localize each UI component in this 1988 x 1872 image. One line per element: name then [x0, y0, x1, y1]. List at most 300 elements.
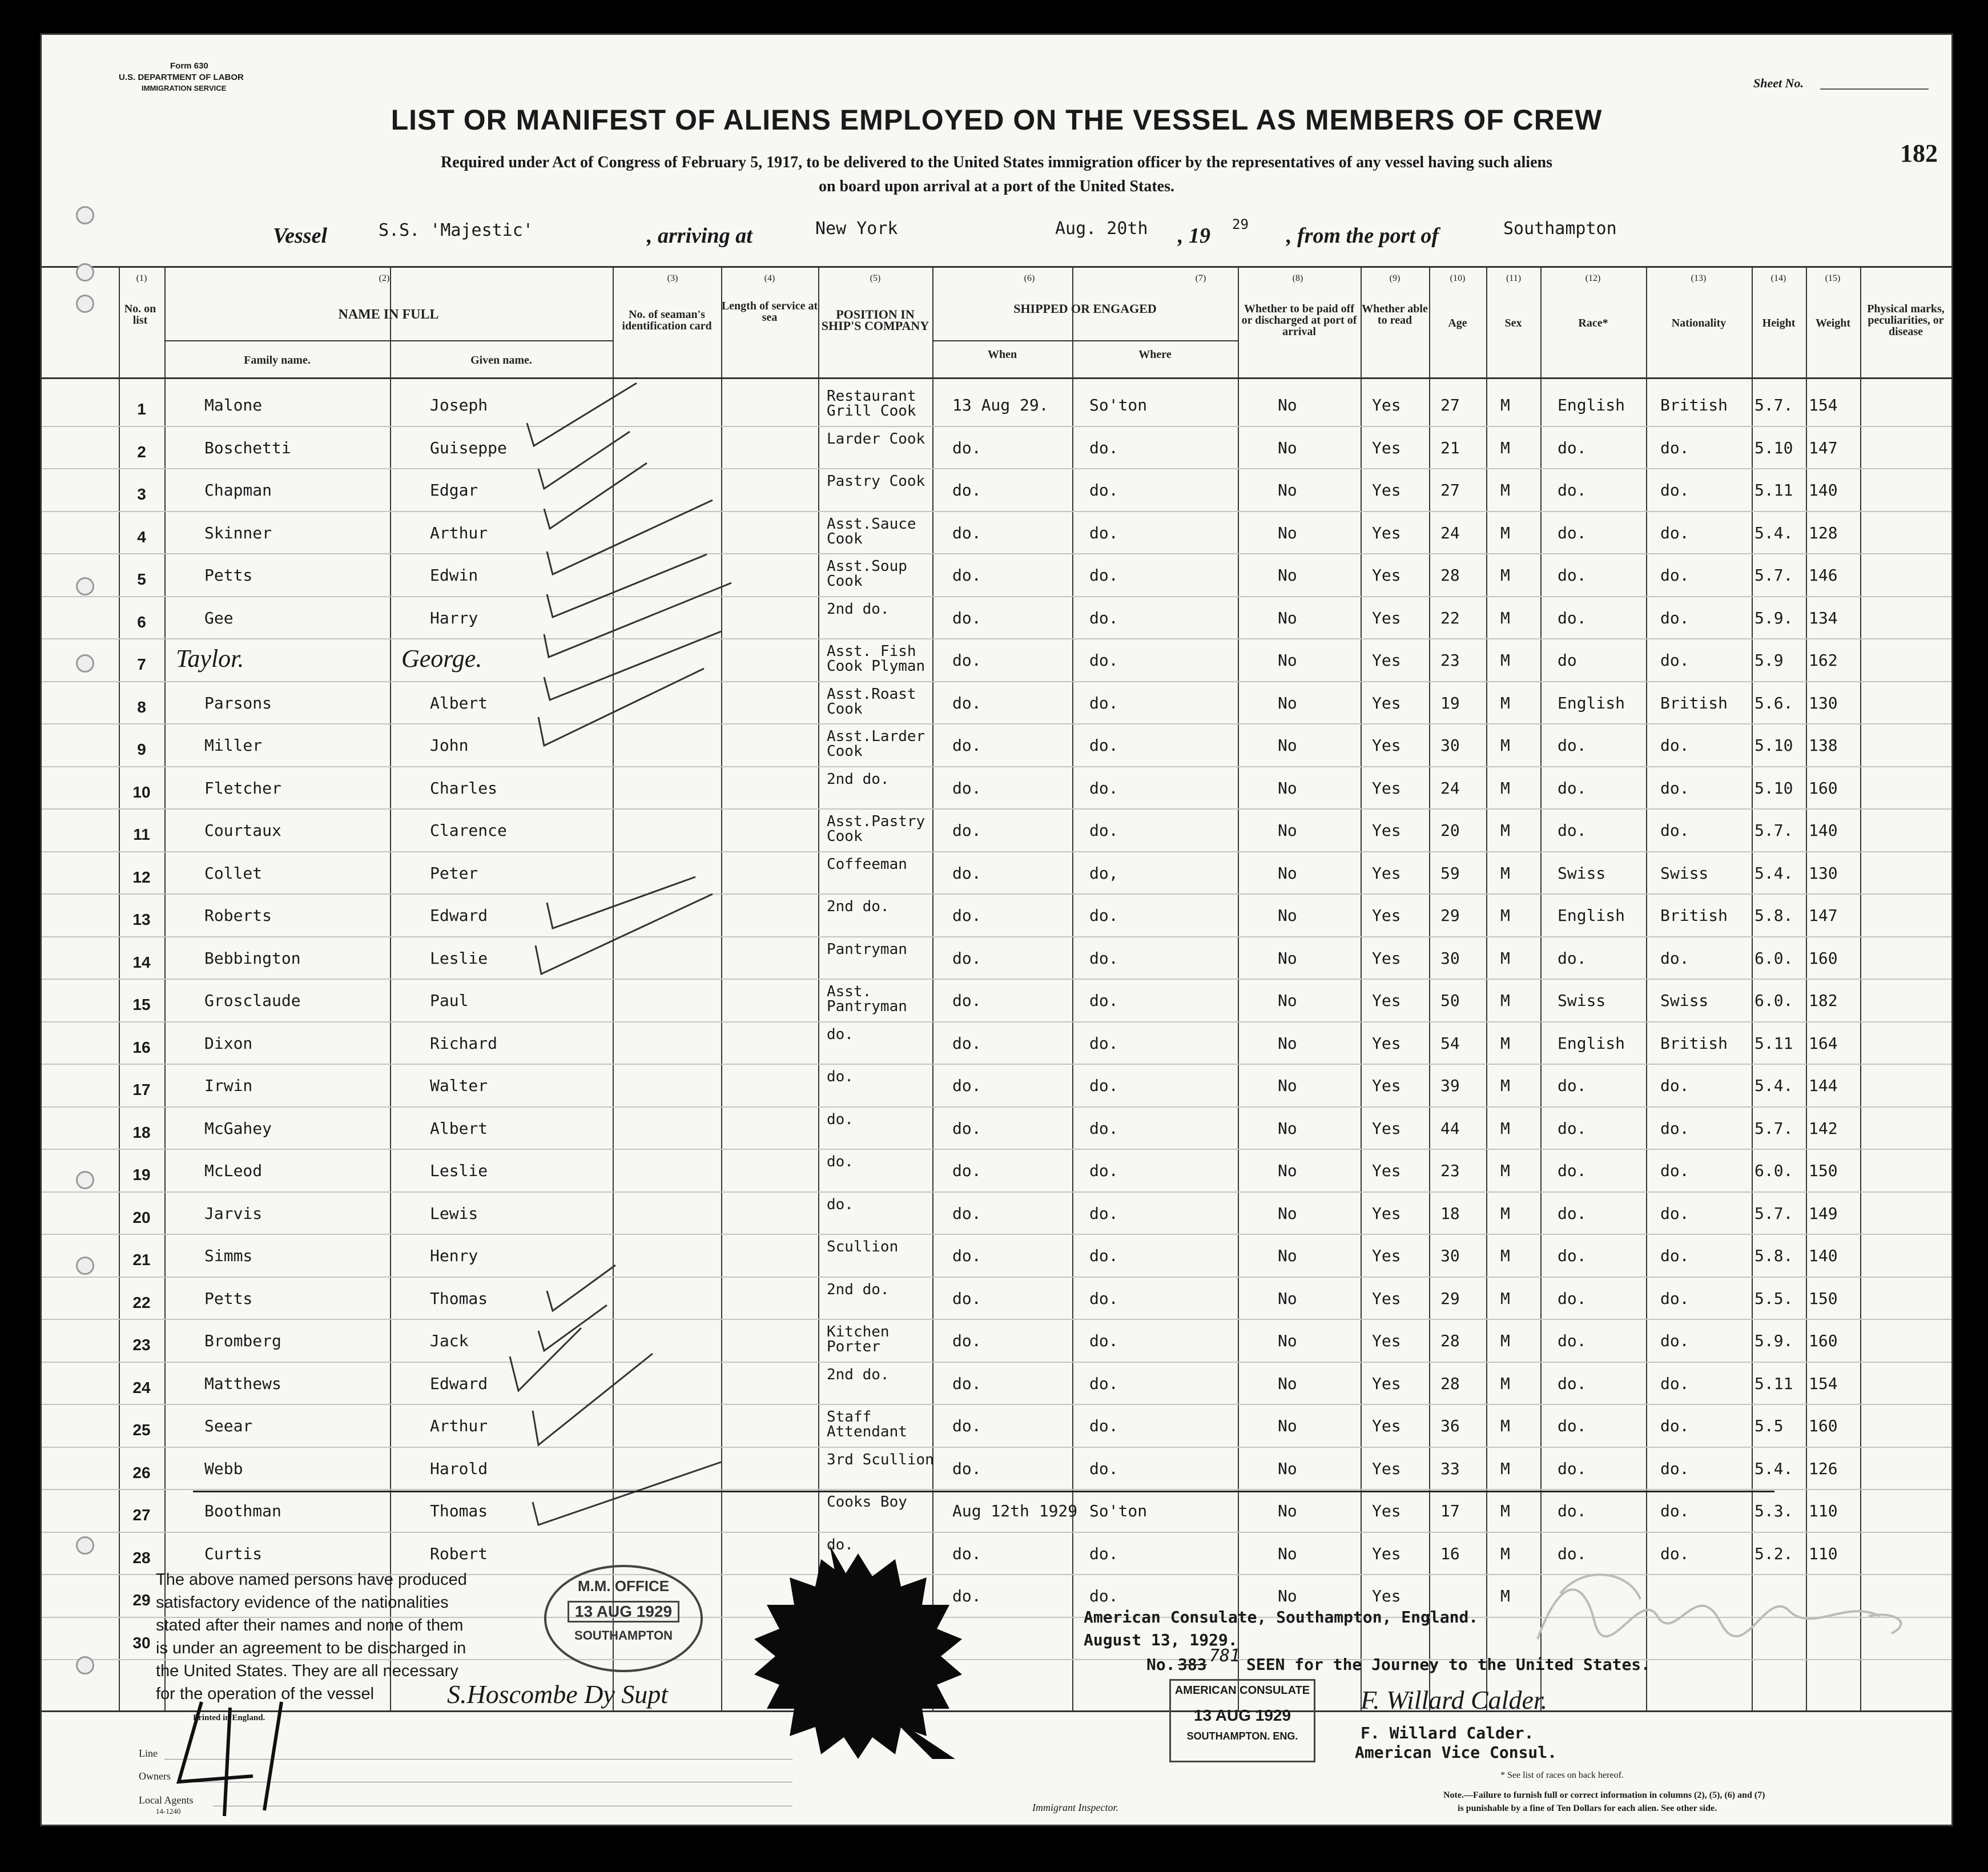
cell-given: Albert	[430, 1118, 488, 1138]
cell-nationality: do.	[1660, 1416, 1689, 1435]
cell-race: do.	[1558, 778, 1587, 798]
cell-sex: M	[1500, 1246, 1510, 1265]
header-no-on-list: No. on list	[124, 303, 156, 327]
cell-height: 6.0.	[1754, 948, 1793, 968]
column-number: (2)	[379, 273, 390, 283]
cell-given: Charles	[430, 778, 498, 798]
cell-family: Parsons	[204, 693, 272, 712]
consul-no-label: No.	[1146, 1655, 1176, 1674]
cell-family: Webb	[204, 1459, 243, 1478]
cell-height: 5.7.	[1754, 1118, 1793, 1138]
cell-sex: M	[1500, 1289, 1510, 1308]
row-number: 28	[132, 1548, 151, 1567]
line-label: Line	[139, 1748, 158, 1759]
row-number: 18	[132, 1123, 151, 1141]
cell-race: English	[1558, 906, 1625, 925]
cell-nationality: do.	[1660, 523, 1689, 542]
inspector-label: Immigrant Inspector.	[1032, 1802, 1118, 1813]
row-number: 5	[137, 570, 146, 588]
cell-paid: No	[1278, 1459, 1297, 1478]
cell-position: Staff Attendant	[827, 1408, 907, 1440]
row-number: 21	[132, 1251, 151, 1269]
cell-read: Yes	[1372, 1033, 1401, 1053]
cell-age: 28	[1440, 1374, 1460, 1393]
certification-line: the United States. They are all necessary	[156, 1662, 458, 1680]
cell-weight: 162	[1809, 651, 1838, 670]
cell-age: 24	[1440, 523, 1460, 542]
cell-race: do.	[1558, 1544, 1587, 1563]
cell-position: Asst. Fish Cook Plyman	[827, 643, 925, 675]
cell-race: do.	[1558, 1076, 1587, 1095]
cell-height: 5.8.	[1754, 1246, 1793, 1265]
header-family-name: Family name.	[244, 354, 311, 367]
cell-age: 59	[1440, 863, 1460, 883]
check-mark-icon	[547, 554, 707, 617]
subtitle-line-2: on board upon arrival at a port of the United States.	[818, 178, 1174, 195]
cell-position: do.	[827, 1153, 854, 1170]
cell-age: 24	[1440, 778, 1460, 798]
cell-position: do.	[827, 1068, 854, 1085]
cell-when: do.	[952, 863, 981, 883]
cell-when: do.	[952, 1459, 981, 1478]
row-number: 15	[132, 996, 151, 1013]
cell-nationality: British	[1660, 906, 1728, 925]
cell-nationality: British	[1660, 396, 1728, 414]
cell-read: Yes	[1372, 1246, 1401, 1265]
cell-where: do.	[1089, 1587, 1118, 1605]
cell-nationality: do.	[1660, 1246, 1689, 1265]
row-number: 6	[137, 613, 146, 631]
cell-when: do.	[952, 1246, 981, 1265]
cell-where: do.	[1089, 1118, 1118, 1138]
cell-read: Yes	[1372, 608, 1401, 627]
cell-when: do.	[952, 523, 981, 542]
cell-nationality: Swiss	[1660, 991, 1709, 1010]
cell-sex: M	[1500, 863, 1510, 883]
consul-signature: F. Willard Calder.	[1361, 1685, 1548, 1714]
column-number: (6)	[1024, 273, 1035, 283]
cell-nationality: do.	[1660, 1331, 1689, 1350]
cell-sex: M	[1500, 1459, 1510, 1478]
cell-position: Asst.Sauce Cook	[827, 515, 916, 547]
consul-no-struck: 383	[1178, 1655, 1207, 1674]
cell-where: do.	[1089, 736, 1118, 755]
row-number: 10	[132, 783, 151, 801]
cell-where: do.	[1089, 608, 1118, 627]
cell-height: 5.7.	[1754, 821, 1793, 840]
column-number: (9)	[1389, 273, 1401, 283]
cell-nationality: do.	[1660, 1203, 1689, 1223]
cell-paid: No	[1278, 1331, 1297, 1350]
cell-weight: 154	[1809, 1374, 1838, 1393]
cell-sex: M	[1500, 1033, 1510, 1053]
binder-hole	[76, 206, 94, 224]
cell-when: do.	[952, 693, 981, 712]
cell-position: 2nd do.	[827, 1281, 890, 1298]
cell-age: 23	[1440, 651, 1460, 670]
cell-given: Arthur	[430, 1416, 488, 1435]
row-number: 30	[132, 1633, 151, 1652]
row-number: 29	[132, 1591, 151, 1609]
cell-race: do.	[1558, 1501, 1587, 1520]
cell-sex: M	[1500, 1076, 1510, 1095]
header-position: POSITION IN SHIP'S COMPANY	[821, 307, 929, 333]
cell-when: do.	[952, 1416, 981, 1435]
cell-given: George.	[401, 645, 482, 673]
cell-where: do.	[1089, 821, 1118, 840]
consul-name: F. Willard Calder.	[1361, 1724, 1534, 1742]
row-number: 20	[132, 1208, 151, 1226]
cell-paid: No	[1278, 1289, 1297, 1308]
cell-weight: 150	[1809, 1161, 1838, 1180]
cell-race: do.	[1558, 608, 1587, 627]
cell-read: Yes	[1372, 821, 1401, 840]
cell-where: do,	[1089, 863, 1118, 883]
cell-height: 5.7.	[1754, 396, 1793, 414]
cell-height: 5.5	[1754, 1416, 1784, 1435]
cell-paid: No	[1278, 1161, 1297, 1180]
cell-sex: M	[1500, 991, 1510, 1010]
cell-weight: 128	[1809, 523, 1838, 542]
row-number: 19	[132, 1166, 151, 1183]
cell-paid: No	[1278, 736, 1297, 755]
cell-height: 5.10	[1754, 736, 1793, 755]
cell-height: 5.6.	[1754, 693, 1793, 712]
cell-when: do.	[952, 1076, 981, 1095]
cell-where: do.	[1089, 1459, 1118, 1478]
cell-family: Gee	[204, 608, 234, 627]
cell-paid: No	[1278, 396, 1297, 414]
binder-hole	[76, 1257, 94, 1275]
cell-sex: M	[1500, 1374, 1510, 1393]
pencil-mark-icon	[167, 1690, 316, 1822]
consul-line-2: August 13, 1929.	[1084, 1631, 1238, 1649]
header-given-name: Given name.	[470, 354, 532, 367]
column-number: (14)	[1770, 273, 1786, 283]
cell-height: 5.7.	[1754, 566, 1793, 585]
cell-read: Yes	[1372, 1587, 1401, 1605]
cell-height: 5.11	[1754, 1374, 1793, 1393]
certification-line: satisfactory evidence of the nationalities	[156, 1593, 449, 1612]
row-number: 11	[133, 826, 150, 843]
cell-position: Pastry Cook	[827, 473, 925, 490]
cell-family: Seear	[204, 1416, 253, 1435]
cell-position: do.	[827, 1025, 854, 1043]
vessel-name: S.S. 'Majestic'	[379, 220, 533, 240]
cell-age: 20	[1440, 821, 1460, 840]
cell-weight: 142	[1809, 1118, 1838, 1138]
cell-family: McLeod	[204, 1161, 263, 1180]
header-height: Height	[1762, 317, 1796, 329]
consul-line-1: American Consulate, Southampton, England.	[1084, 1608, 1479, 1627]
consulate-stamp-place: SOUTHAMPTON. ENG.	[1186, 1730, 1298, 1742]
races-note: * See list of races on back hereof.	[1500, 1770, 1624, 1780]
cell-when: do.	[952, 1544, 981, 1563]
cell-weight: 110	[1809, 1544, 1838, 1563]
consulate-stamp-date: 13 AUG 1929	[1193, 1706, 1291, 1724]
cell-family: Roberts	[204, 906, 272, 925]
form-number: Form 630	[170, 61, 208, 71]
cell-where: do.	[1089, 1416, 1118, 1435]
origin-port: Southampton	[1503, 219, 1617, 239]
cell-position: Scullion	[827, 1238, 899, 1255]
cell-given: John	[430, 736, 469, 755]
cell-where: do.	[1089, 1203, 1118, 1223]
cell-position: Larder Cook	[827, 430, 925, 448]
arrival-port: New York	[815, 219, 898, 239]
cell-race: Swiss	[1558, 991, 1606, 1010]
cell-family: Chapman	[204, 481, 272, 500]
cell-read: Yes	[1372, 906, 1401, 925]
cell-where: do.	[1089, 1374, 1118, 1393]
cell-paid: No	[1278, 1246, 1297, 1265]
cell-height: 5.10	[1754, 438, 1793, 457]
certification-line: stated after their names and none of them	[156, 1616, 464, 1635]
cell-nationality: do.	[1660, 608, 1689, 627]
cell-when: Aug 12th 1929	[952, 1501, 1078, 1520]
cell-position: do.	[827, 1195, 854, 1213]
cell-paid: No	[1278, 693, 1297, 712]
sheet-no-label: Sheet No.	[1753, 76, 1804, 90]
cell-where: do.	[1089, 693, 1118, 712]
cell-position: 2nd do.	[827, 898, 890, 915]
cell-given: Lewis	[430, 1203, 478, 1223]
manifest-sheet	[40, 33, 1953, 1826]
cell-family: Simms	[204, 1246, 253, 1265]
cell-weight: 149	[1809, 1203, 1838, 1223]
cell-family: Collet	[204, 863, 263, 883]
check-mark-icon	[544, 583, 731, 657]
cell-position: Asst.Larder Cook	[827, 728, 925, 760]
cell-weight: 140	[1809, 821, 1838, 840]
cell-given: Harry	[430, 608, 478, 627]
cell-position: Coffeeman	[827, 855, 907, 873]
cell-height: 5.9	[1754, 651, 1784, 670]
form-code: 14-1240	[156, 1807, 181, 1815]
cell-sex: M	[1500, 651, 1510, 670]
cell-paid: No	[1278, 1501, 1297, 1520]
cell-where: do.	[1089, 1289, 1118, 1308]
cell-age: 29	[1440, 1289, 1460, 1308]
cell-height: 5.11	[1754, 481, 1793, 500]
cell-age: 36	[1440, 1416, 1460, 1435]
row-26-strike-line	[193, 1491, 1774, 1492]
header-where: Where	[1138, 348, 1172, 361]
cell-where: do.	[1089, 566, 1118, 585]
cell-race: do.	[1558, 438, 1587, 457]
cell-age: 19	[1440, 693, 1460, 712]
cell-where: do.	[1089, 991, 1118, 1010]
cell-read: Yes	[1372, 438, 1401, 457]
cell-family: Dixon	[204, 1033, 253, 1053]
column-number: (4)	[764, 273, 775, 283]
cell-age: 22	[1440, 608, 1460, 627]
cell-height: 5.4.	[1754, 523, 1793, 542]
cell-height: 6.0.	[1754, 1161, 1793, 1180]
cell-race: do.	[1558, 1203, 1587, 1223]
header-shipped: SHIPPED OR ENGAGED	[1013, 301, 1157, 316]
cell-race: do.	[1558, 1246, 1587, 1265]
cell-read: Yes	[1372, 1416, 1401, 1435]
cell-sex: M	[1500, 523, 1510, 542]
row-number: 16	[132, 1038, 151, 1056]
cell-age: 30	[1440, 736, 1460, 755]
cell-race: do.	[1558, 523, 1587, 542]
cell-family: Curtis	[204, 1544, 263, 1563]
cell-when: do.	[952, 608, 981, 627]
cell-read: Yes	[1372, 1076, 1401, 1095]
cell-given: Thomas	[430, 1501, 488, 1520]
cell-paid: No	[1278, 991, 1297, 1010]
cell-when: do.	[952, 1374, 981, 1393]
cell-sex: M	[1500, 1587, 1510, 1605]
cell-read: Yes	[1372, 1289, 1401, 1308]
cell-given: Walter	[430, 1076, 488, 1095]
cell-race: English	[1558, 396, 1625, 414]
cell-sex: M	[1500, 1118, 1510, 1138]
cell-weight: 110	[1809, 1501, 1838, 1520]
stamp-date: 13 AUG 1929	[568, 1601, 679, 1623]
header-able-read: Whether able to read	[1362, 303, 1428, 327]
cell-nationality: do.	[1660, 566, 1689, 585]
check-mark-icon	[547, 500, 713, 574]
cell-position: do.	[827, 1110, 854, 1128]
printed-in-england: Printed in England.	[193, 1713, 265, 1722]
cell-family: Petts	[204, 1289, 253, 1308]
department-label: U.S. DEPARTMENT OF LABOR	[119, 73, 244, 82]
cell-position: Asst.Soup Cook	[827, 558, 907, 590]
cell-weight: 130	[1809, 863, 1838, 883]
row-number: 26	[132, 1463, 151, 1482]
cell-read: Yes	[1372, 736, 1401, 755]
row-number: 24	[132, 1378, 151, 1396]
check-mark-icon	[547, 877, 695, 928]
cell-paid: No	[1278, 566, 1297, 585]
cell-position: 3rd Scullion	[827, 1451, 934, 1468]
cell-paid: No	[1278, 608, 1297, 627]
cell-weight: 154	[1809, 396, 1838, 414]
cell-when: 13 Aug 29.	[952, 396, 1049, 414]
cell-weight: 160	[1809, 778, 1838, 798]
cell-weight: 147	[1809, 906, 1838, 925]
cell-given: Richard	[430, 1033, 498, 1053]
cell-weight: 126	[1809, 1459, 1838, 1478]
cell-read: Yes	[1372, 1501, 1401, 1520]
column-number: (1)	[136, 273, 147, 283]
cell-family: Bromberg	[204, 1331, 281, 1350]
cell-given: Edward	[430, 906, 488, 925]
row-number: 23	[132, 1336, 151, 1354]
cell-where: So'ton	[1089, 1501, 1148, 1520]
cell-nationality: do.	[1660, 1076, 1689, 1095]
cell-race: do.	[1558, 1331, 1587, 1350]
wax-seal-icon	[738, 1542, 978, 1759]
cell-paid: No	[1278, 1076, 1297, 1095]
check-mark-icon	[544, 631, 721, 700]
cell-read: Yes	[1372, 778, 1401, 798]
cell-where: So'ton	[1089, 396, 1148, 414]
cell-when: do.	[952, 1161, 981, 1180]
footer-note-1: Note.—Failure to furnish full or correct information in columns (2), (5), (6) and (7)	[1443, 1790, 1765, 1800]
row-number: 14	[132, 953, 151, 971]
cell-height: 5.4.	[1754, 1076, 1793, 1095]
cell-read: Yes	[1372, 693, 1401, 712]
cell-height: 5.4.	[1754, 863, 1793, 883]
cell-race: English	[1558, 693, 1625, 712]
cell-family: Skinner	[204, 523, 272, 542]
cell-height: 5.7.	[1754, 1203, 1793, 1223]
cell-family: Taylor.	[176, 645, 244, 673]
cell-when: do.	[952, 1587, 981, 1605]
header-physical: Physical marks, peculiarities, or disease	[1867, 303, 1945, 338]
cell-read: Yes	[1372, 396, 1401, 414]
cell-weight: 144	[1809, 1076, 1838, 1095]
manifest-title: LIST OR MANIFEST OF ALIENS EMPLOYED ON THE VESSEL AS MEMBERS OF CREW	[391, 104, 1603, 136]
cell-weight: 138	[1809, 736, 1838, 755]
header-sex: Sex	[1504, 317, 1522, 329]
cell-where: do.	[1089, 1161, 1118, 1180]
cell-read: Yes	[1372, 1331, 1401, 1350]
consul-line-3: SEEN for the Journey to the United States.	[1246, 1655, 1651, 1674]
cell-height: 5.5.	[1754, 1289, 1793, 1308]
cell-where: do.	[1089, 1331, 1118, 1350]
cell-sex: M	[1500, 1331, 1510, 1350]
cell-when: do.	[952, 736, 981, 755]
row-number: 2	[137, 442, 146, 461]
cell-race: do.	[1558, 1459, 1587, 1478]
cell-family: Miller	[204, 736, 263, 755]
service-label: IMMIGRATION SERVICE	[142, 84, 227, 92]
cell-height: 5.9.	[1754, 1331, 1793, 1350]
cell-race: do.	[1558, 1161, 1587, 1180]
cell-given: Edward	[430, 1374, 488, 1393]
cell-position: Asst.Pastry Cook	[827, 813, 925, 845]
vessel-label: Vessel	[273, 224, 327, 248]
cell-age: 27	[1440, 396, 1460, 414]
cell-given: Arthur	[430, 523, 488, 542]
row-number: 25	[132, 1421, 151, 1439]
cell-paid: No	[1278, 1544, 1297, 1563]
header-age: Age	[1448, 317, 1467, 329]
stamp-title: M.M. OFFICE	[577, 1577, 670, 1595]
subtitle-line-1: Required under Act of Congress of February 5, 1917, to be delivered to the United States immigration officer by the representatives of any vessel having such aliens	[441, 154, 1552, 171]
cell-read: Yes	[1372, 1459, 1401, 1478]
cell-read: Yes	[1372, 566, 1401, 585]
year-prefix: , 19	[1178, 224, 1210, 248]
cell-age: 28	[1440, 566, 1460, 585]
cell-weight: 160	[1809, 1416, 1838, 1435]
cell-given: Paul	[430, 991, 469, 1010]
cell-given: Leslie	[430, 948, 488, 968]
cell-position: 2nd do.	[827, 770, 890, 788]
cell-age: 18	[1440, 1203, 1460, 1223]
cell-weight: 182	[1809, 991, 1838, 1010]
from-label: , from the port of	[1286, 224, 1439, 248]
cell-weight: 130	[1809, 693, 1838, 712]
header-paid-off: Whether to be paid off or discharged at port of arrival	[1241, 303, 1357, 338]
cell-family: Matthews	[204, 1374, 281, 1393]
cell-paid: No	[1278, 1416, 1297, 1435]
cell-sex: M	[1500, 481, 1510, 500]
header-id-card: No. of seaman's identification card	[622, 308, 712, 332]
cell-paid: No	[1278, 523, 1297, 542]
cell-age: 27	[1440, 481, 1460, 500]
cell-height: 5.8.	[1754, 906, 1793, 925]
cell-sex: M	[1500, 736, 1510, 755]
cell-read: Yes	[1372, 1161, 1401, 1180]
cell-read: Yes	[1372, 991, 1401, 1010]
cell-where: do.	[1089, 778, 1118, 798]
